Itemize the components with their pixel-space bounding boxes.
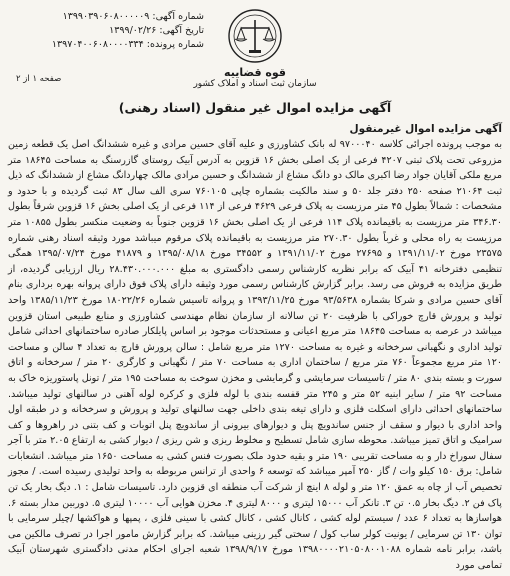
organization-name: [193, 66, 316, 89]
ad-number: شماره آگهی: ۱۳۹۹۰۳۹۰۶۰۸۰۰۰۰۰۹: [62, 11, 204, 22]
reference-block: [14, 10, 204, 52]
notice-title: آگهی مزایده اموال غیر منقول (اسناد رهنی): [118, 100, 392, 115]
judiciary-emblem-icon: [227, 8, 283, 64]
notice-subtitle: آگهی مزایده اموال غیرمنقول: [349, 123, 502, 135]
ad-date: تاریخ آگهی: ۱۳۹۹/۰۲/۲۶: [109, 25, 204, 36]
registration-org-label: سازمان ثبت اسناد و املاک کشور: [193, 79, 317, 89]
notice-body: به موجب پرونده اجرائی کلاسه ۹۷۰۰۰۴۰ له بانک کشاورزی و علیه آقای حسین مرادی و غیره ششدانگ اصل یک قطعه زمین مزروعی تحت پلاک ثبتی ۴۲۰۷ فرعی از یک اصلی بخش ۱۶ قزوین به آدرس آبیک روستای گازرسنگ به مساحت ۱۸۶۴۵ متر مربع ملکی آقایان جواد رضا اکبری مالک دو دانگ مشاع از ششدانگ و حسین مرادی مالک چهاردانگ مشاع از ششدانگ که ذیل ثبت ۲۱۰۶۴ صفحه ۲۵۰ دفتر جلد ۵۰ و سند مالکیت بشماره چاپی ۷۶۰۱۰۵ سری الف سال ۸۳ ثبت گردیده و با حدود و مشخصات : شمالاً بطول ۴۵ متر مرزیست به پلاک فرعی ۴۶۲۹ فرعی از ۱۱۴ فرعی از یک اصلی بخش ۱۶ قزوین شرقاً بطول ۳۴۶.۳۰ متر مرزیست به باقیمانده پلاک ۱۱۴ فرعی از یک اصلی بخش ۱۶ قزوین جنوباً به وضعیت منکسر بطول ۱۰۸۵۵ متر مرزیست به راه محلی و غرباً بطول ۲۷۰.۳۰ متر مرزیست به باقیمانده پلاک مرقوم میباشد مورد وثیقه اسناد رهنی شماره ۲۳۵۷۵ مورخ ۱۳۹۱/۱۱/۰۲ و ۲۷۶۹۵ مورخ ۱۳۹۱/۱۱/۰۲ و ۳۴۵۵۲ مورخ ۱۳۹۵/۰۸/۱۸ و ۴۱۸۷۹ مورخ ۱۳۹۵/۰۷/۲۴ همگی تنظیمی دفترخانه ۴۱ آبیک که برابر نظریه کارشناس رسمی دادگستری به مبلغ ۲۸.۴۳۰.۰۰۰.۰۰۰ ریال ارزیابی گردیده، از طریق مزایده به فروش می رسد. برابر گزارش کارشناس رسمی مورد وثیقه دارای پلاک فوق دارای پروانه بهره برداری بنام آقای حسین مرادی و شرکا بشماره ۹۳/۵۶۳۸ مورخ ۱۳۹۳/۱۱/۲۵ و پروانه تاسیس شماره ۱۸۰۲۲/۲۶ مورخ ۱۳۸۵/۱۱/۲۳ واحد تولید و پرورش قارچ خوراکی با ظرفیت ۲۰ تن سالانه از سازمان نظام مهندسی کشاورزی و منابع طبیعی استان قزوین میباشد در عرصه به مساحت ۱۸۶۴۵ متر مربع اعیانی و مستحدثات موجود بر اساس پایلکار صادره ساختمانهای احداثی شامل تولید اداری و نگهبانی سرخخانه و غیره به مساحت ۱۲۷۰ متر مربع شامل : سالن پرورش قارچ به تعداد ۴ سالن و مساحت ۱۲۰ متر مربع مجموعاً ۷۶۰ متر مربع / ساختمان اداری به مساحت ۷۰ متر / نگهبانی و کارگری ۲۰ متر / سرخخانه و اتاق سورت و بسته بندی ۸۰ متر / تاسیسات سرمایشی و گرمایشی و مخزن سوخت به مساحت ۱۹۵ متر / تونل پاستوریزه خاک به مساحت ۹۲ متر / سایر ابنیه ۵۲ متر و ۲۴۵ متر قفسه بندی با لوله فلزی و کرکره لوله آهنی در سالنهای تولید میباشد. ساختمانهای احداثی دارای اسکلت فلزی و دارای تیغه بندی داخلی جهت سالنهای تولید و پرورش و سرخخانه و در طبقه اول واحد اداری با دیوار و سقف از جنس ساندویچ پنل و دیوارهای بیرونی از ساندویچ پنل اتوبات و کف بتنی در راهروها و کف سرامیک و اتاق تمیز میباشد. محوطه سازی شامل تسطیح و مخلوط ریزی و شن ریزی / دیوار کشی به ارتفاع ۲.۰۵ متر با آجر سفال سوراخ دار و به مساحت تقریبی ۱۹۰ متر و بقیه حدود ملک بصورت فنس کشی به مساحت ۱۶۵۰ متر میباشد. انشعابات شامل: برق ۱۵۰ کیلو وات / گاز ۲۵۰ آمپر میباشد که توسعه ۶ واحدی از ترانس مربوطه به واحد تولیدی رسیده است. / مجوز تخصیص آب از چاه به عمق ۱۲۰ متر و لوله ۸ اینچ از شرکت آب منطقه ای قزوین دارد. تاسیسات شامل : ۱. دیگ بخار یک تن پاک فن ۲. دیگ بخار ۰.۵ تن ۳. تانکر آب ۱۵۰۰۰ لیتری و ۸۰۰۰ لیتری ۴. مخزن هوایی آب ۱۰۰۰۰ لیتری ۵. دوربین مدار بسته ۶. هواسازها به تعداد ۶ عدد / سیستم لوله کشی ، کانال کشی ، کانال کشی با سینی فلزی ، پمپها و هواکشها /چیلر سرمایی با توان ۱۳۰ تن سرمایی / یونیت کولر ساب کول / سختی گیر رزینی میباشد. که برابر گزارش مامور اجرا در تصرف مالکین می باشد، برابر نامه شماره ۱۳۹۸۰۰۰۰۲۱۰۵۰۸۰۰۱۰۸۸ مورخ ۱۳۹۸/۹/۱۷ شعبه اجرای احکام مدنی دادگستری شهرستان آبیک تمامی مورد: [8, 139, 503, 572]
page-number: صفحه ۱ از ۲: [16, 74, 62, 84]
letterhead: [8, 6, 502, 94]
file-number: شماره پرونده: ۱۳۹۷۰۴۰۰۶۰۸۰۰۰۰۳۳۴: [51, 39, 204, 50]
judiciary-label: قوه قضاییه: [224, 66, 286, 79]
